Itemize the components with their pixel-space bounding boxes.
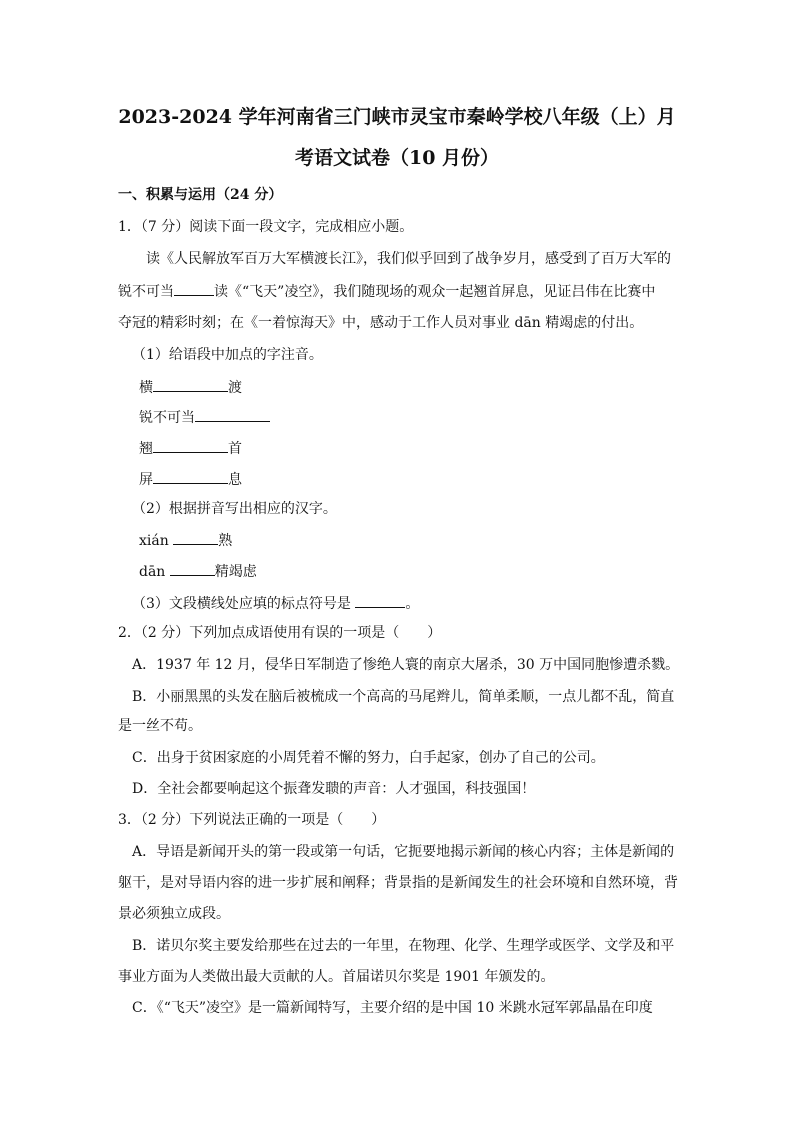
q1-sub3-prompt: （3）文段横线处应填的标点符号是 (132, 596, 356, 612)
section-heading: 一、积累与运用（24 分） (118, 187, 283, 203)
pinyin-item (139, 407, 270, 428)
hanzi-item (139, 561, 257, 582)
answer-blank[interactable] (195, 407, 270, 422)
hanzi-item-post: 熟 (218, 533, 233, 549)
q1-sub3 (132, 593, 419, 614)
pinyin-item (139, 377, 242, 398)
punctuation-blank[interactable] (174, 281, 214, 296)
answer-blank[interactable] (173, 530, 218, 545)
hanzi-item-pre: xián (139, 533, 174, 549)
q1-sub1-prompt: （1）给语段中加点的字注音。 (132, 347, 323, 363)
exam-title-line1: 2023-2024 学年河南省三门峡市灵宝市秦岭学校八年级（上）月 (118, 106, 676, 128)
question-1-stem: 1．（7 分）阅读下面一段文字，完成相应小题。 (118, 219, 414, 235)
q3-option-a-cont: 景必须独立成段。 (118, 906, 230, 922)
pinyin-item-pre: 横 (139, 380, 153, 396)
hanzi-item (139, 530, 232, 551)
q1-sub2-prompt: （2）根据拼音写出相应的汉字。 (132, 501, 337, 517)
pinyin-item (139, 438, 242, 459)
q2-option-b: B．小丽黑黑的头发在脑后被梳成一个高高的马尾辫儿，简单柔顺，一点儿都不乱，简直 (132, 689, 675, 705)
pinyin-item-pre: 锐不可当 (139, 410, 195, 426)
answer-blank[interactable] (355, 593, 405, 608)
q3-option-b: B．诺贝尔奖主要发给那些在过去的一年里，在物理、化学、生理学或医学、文学及和平 (132, 938, 675, 954)
pinyin-item (139, 469, 242, 490)
answer-blank[interactable] (153, 377, 228, 392)
answer-blank[interactable] (153, 469, 228, 484)
q1-sub3-post: 。 (405, 596, 420, 612)
q3-option-a-cont: 躯干，是对导语内容的进一步扩展和阐释；背景指的是新闻发生的社会环境和自然环境，背 (118, 875, 678, 891)
q3-option-c: C．《“飞天”凌空》是一篇新闻特写，主要介绍的是中国 10 米跳水冠军郭晶晶在印度 (132, 1000, 653, 1016)
pinyin-item-post: 息 (228, 472, 242, 488)
q2-option-c: C．出身于贫困家庭的小周凭着不懈的努力，白手起家，创办了自己的公司。 (132, 750, 605, 766)
q1-paragraph-line: 夺冠的精彩时刻；在《一着惊海天》中，感动于工作人员对事业 dān 精竭虑的付出。 (118, 315, 644, 331)
answer-blank[interactable] (153, 438, 228, 453)
q2-option-d: D．全社会都要响起这个振聋发聩的声音：人才强国，科技强国！ (132, 781, 536, 797)
answer-blank[interactable] (170, 561, 215, 576)
pinyin-item-post: 首 (228, 441, 242, 457)
q3-option-a: A．导语是新闻开头的第一段或第一句话，它扼要地揭示新闻的核心内容；主体是新闻的 (132, 844, 675, 860)
pinyin-item-pre: 翘 (139, 441, 153, 457)
question-3-stem: 3．（2 分）下列说法正确的一项是（ ） (118, 812, 386, 828)
q2-option-b-cont: 是一丝不苟。 (118, 718, 202, 734)
question-2-stem: 2．（2 分）下列加点成语使用有误的一项是（ ） (118, 625, 442, 641)
pinyin-item-post: 渡 (228, 380, 242, 396)
hanzi-item-pre: dān (139, 564, 170, 580)
q1-paragraph-text: 读《“飞天”凌空》，我们随现场的观众一起翘首屏息，见证吕伟在比赛中 (214, 284, 656, 300)
exam-title-line2: 考语文试卷（10 月份） (294, 147, 500, 169)
hanzi-item-post: 精竭虑 (214, 564, 257, 580)
q1-paragraph-line: 读《人民解放军百万大军横渡长江》，我们似乎回到了战争岁月，感受到了百万大军的 (146, 251, 671, 267)
q2-option-a: A．1937 年 12 月，侵华日军制造了惨绝人寰的南京大屠杀，30 万中国同胞惨遭杀戮。 (132, 657, 680, 673)
q1-paragraph-text: 锐不可当 (118, 284, 174, 300)
q3-option-b-cont: 事业方面为人类做出最大贡献的人。首届诺贝尔奖是 1901 年颁发的。 (118, 969, 555, 985)
q1-paragraph-line (118, 281, 655, 302)
pinyin-item-pre: 屏 (139, 472, 153, 488)
